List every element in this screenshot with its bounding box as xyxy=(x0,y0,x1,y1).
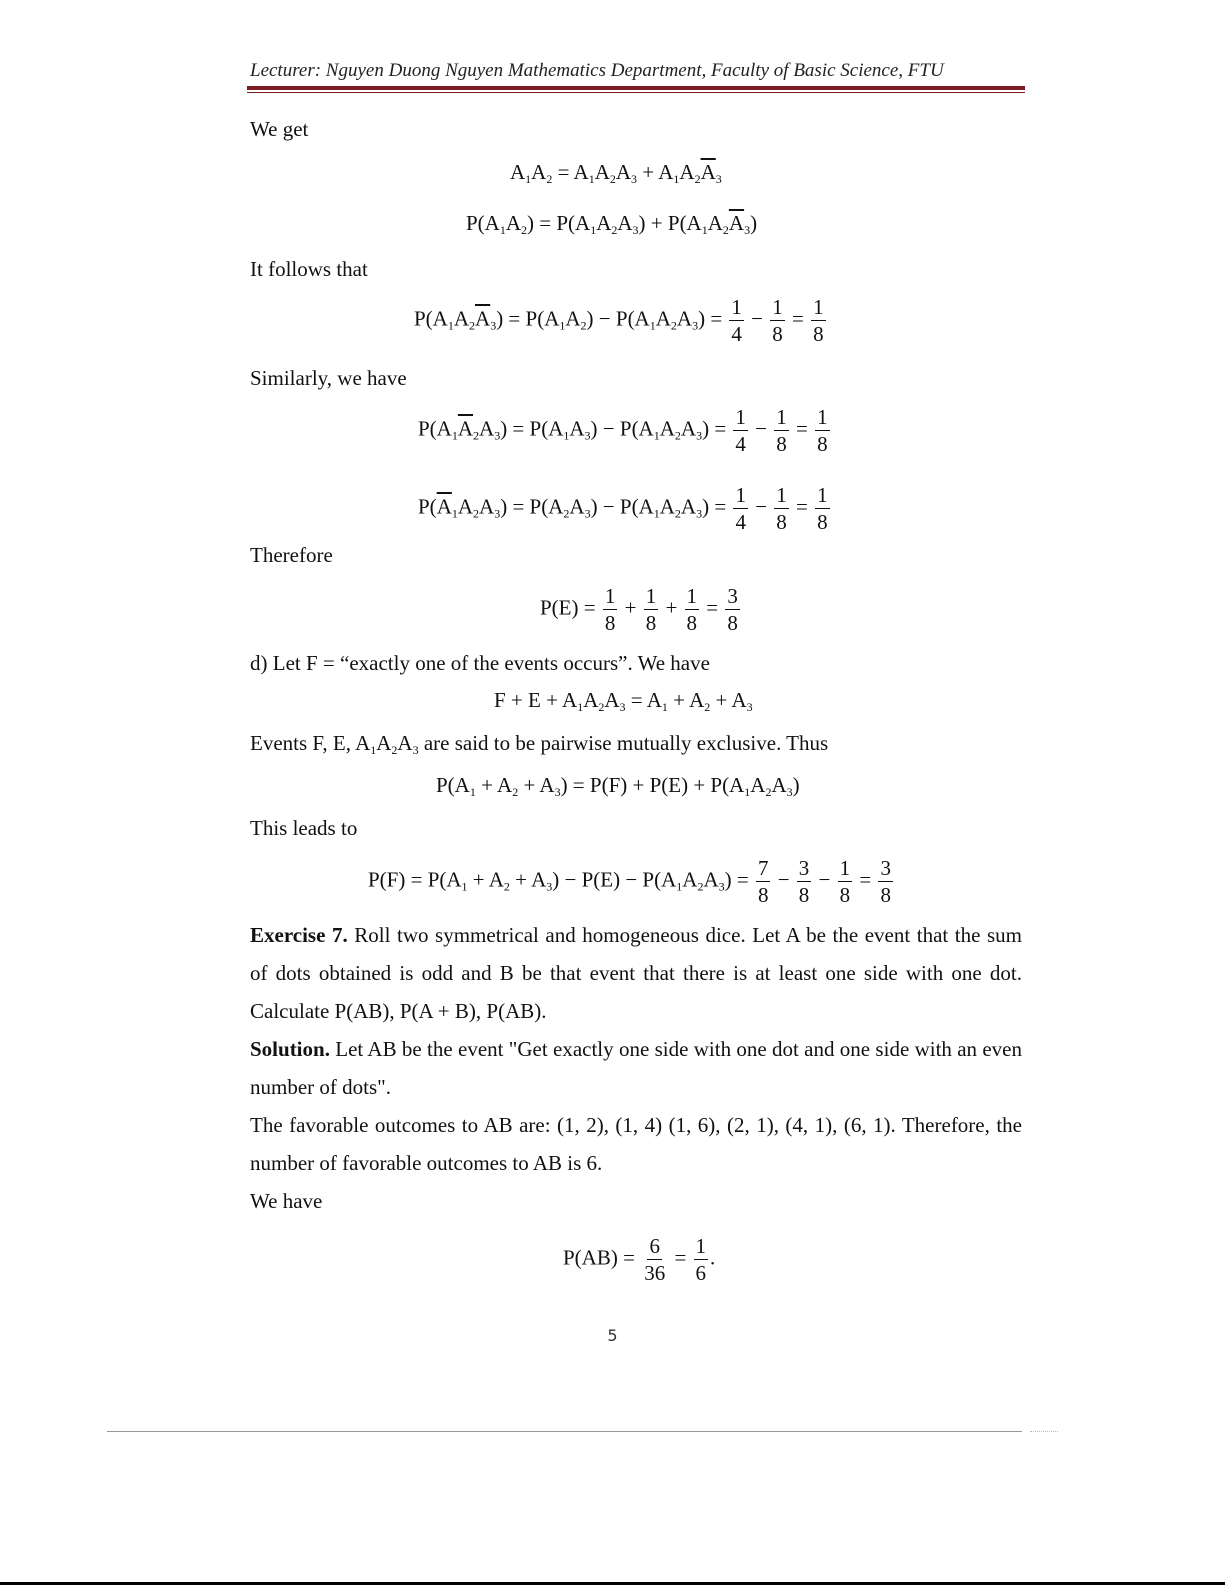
text-events-exclusive xyxy=(250,731,828,756)
text-we-have: We have xyxy=(250,1189,323,1213)
solution-label: Solution. xyxy=(250,1037,330,1061)
equation-p-e: P(E) = $\frac{1}{8}$ + $\frac{1}{8}$ + $\frac{1}{8}$ = $\frac{3}{8}$ xyxy=(540,584,738,635)
exercise-label: Exercise 7. xyxy=(250,923,348,947)
text-similarly: Similarly, we have xyxy=(250,366,407,390)
page-header: Lecturer: Nguyen Duong Nguyen Mathematics Department, Faculty of Basic Science, FTU xyxy=(250,60,944,81)
header-rule-thin xyxy=(247,92,1025,93)
favorable-outcomes-paragraph: The favorable outcomes to AB are: (1, 2), (1, 4) (1, 6), (2, 1), (4, 1), (6, 1). Therefore, the number of favorable outcomes to AB is 6. xyxy=(250,1113,1022,1175)
footer-rule xyxy=(107,1431,1022,1432)
text-events-before: Events xyxy=(250,731,308,755)
equation-p-ab: P(AB) = $\frac{6}{36}$ = $\frac{1}{6}$ . xyxy=(563,1234,716,1285)
text-part-d-intro: d) Let F = “exactly one of the events occurs”. We have xyxy=(250,651,710,675)
text-therefore: Therefore xyxy=(250,543,333,567)
equation-p-a1a2: $P(A_1A_2) = P(A_1A_2A_3) + P(A_1A_2\overline{A}_3)$ xyxy=(466,211,758,237)
solution-paragraph xyxy=(250,1030,1022,1106)
equation-a1a2-decomposition: $A_1A_2 = A_1A_2A_3 + A_1A_2\overline{A}_3$ xyxy=(510,160,722,186)
text-events-after: are said to be pairwise mutually exclusive. Thus xyxy=(423,731,829,755)
text-it-follows: It follows that xyxy=(250,257,368,281)
equation-f-e-sum: $F + E + A_1A_2A_3 = A_1 + A_2 + A_3$ xyxy=(494,688,753,714)
text-we-get: We get xyxy=(250,117,309,141)
equation-p-f: $P(F) = P(A_1 + A_2 + A_3) - P(E) - P(A_1A_2A_3)$ = $\frac{7}{8}$ − $\frac{3}{8}$ − $\frac{1}{8}$ = $\frac{3}{8}$ xyxy=(368,856,891,907)
page-number: 5 xyxy=(607,1326,618,1345)
text-leads-to: This leads to xyxy=(250,816,358,840)
inline-math-events: F, E, $A_1A_2A_3$ xyxy=(312,731,419,757)
footer-rule-dots xyxy=(1030,1431,1058,1433)
equation-p-union: $P(A_1 + A_2 + A_3) = P(F) + P(E) + P(A_1A_2A_3)$ xyxy=(436,773,800,799)
exercise-7-paragraph xyxy=(250,916,1022,1030)
equation-p-a1bar-a2-a3: $P(\overline{A}_1A_2A_3) = P(A_2A_3) - P(A_1A_2A_3)$ = $\frac{1}{4}$ − $\frac{1}{8}$ = $\frac{1}{8}$ xyxy=(418,483,828,534)
equation-p-a1-a2bar-a3: $P(A_1\overline{A}_2A_3) = P(A_1A_3) - P(A_1A_2A_3)$ = $\frac{1}{4}$ − $\frac{1}{8}$ = $\frac{1}{8}$ xyxy=(418,405,828,456)
header-rule-thick xyxy=(247,86,1025,90)
exercise-text: Roll two symmetrical and homogeneous dice. Let A be the event that the sum of dots obtained is odd and B be that event that there is at least one side with one dot. Calculate P(AB), P(A + B), P(AB). xyxy=(250,923,1023,1023)
solution-text: Let AB be the event "Get exactly one side with one dot and one side with an even number of dots". xyxy=(250,1037,1023,1099)
equation-p-a1a2-a3bar: $P(A_1A_2\overline{A}_3) = P(A_1A_2) - P(A_1A_2A_3)$ = $\frac{1}{4}$ − $\frac{1}{8}$ = $\frac{1}{8}$ xyxy=(414,295,824,346)
